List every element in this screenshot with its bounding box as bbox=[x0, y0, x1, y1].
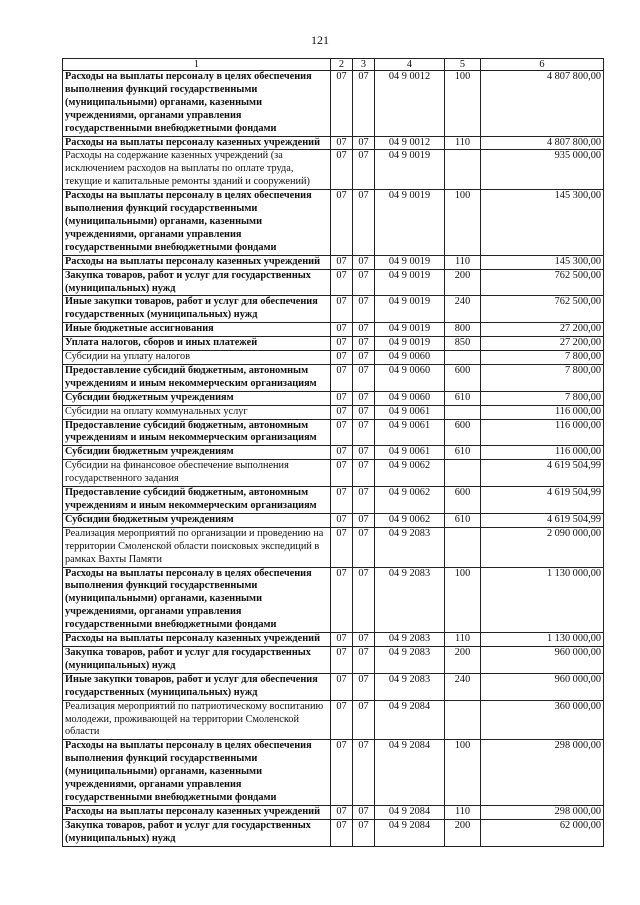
row-target-cell: 04 9 2083 bbox=[375, 567, 445, 633]
row-name-cell: Реализация мероприятий по организации и проведению на территории Смоленской области поисковых экспедиций в рамках Вахты Памяти bbox=[63, 527, 331, 567]
row-subsection-cell: 07 bbox=[353, 255, 375, 269]
row-name-cell: Закупка товаров, работ и услуг для государственных (муниципальных) нужд bbox=[63, 819, 331, 846]
row-name-cell: Расходы на выплаты персоналу казенных учреждений bbox=[63, 805, 331, 819]
table-row bbox=[63, 513, 604, 527]
row-amount-cell: 145 300,00 bbox=[481, 190, 604, 256]
row-target-cell: 04 9 0012 bbox=[375, 71, 445, 137]
table-row bbox=[63, 190, 604, 256]
budget-table bbox=[62, 58, 604, 847]
row-target-cell: 04 9 2084 bbox=[375, 819, 445, 846]
row-expense-type-cell: 100 bbox=[445, 567, 481, 633]
row-subsection-cell: 07 bbox=[353, 150, 375, 190]
table-body bbox=[63, 71, 604, 847]
row-target-cell: 04 9 0062 bbox=[375, 513, 445, 527]
row-target-cell: 04 9 2083 bbox=[375, 646, 445, 673]
row-amount-cell: 62 000,00 bbox=[481, 819, 604, 846]
header-row bbox=[63, 59, 604, 71]
row-name-cell: Расходы на выплаты персоналу казенных учреждений bbox=[63, 633, 331, 647]
row-name-cell: Расходы на выплаты персоналу в целях обеспечения выполнения функций государственными (муниципальными) органами, казенными учреждениями, органами управления государственными внебюджетными фондами bbox=[63, 190, 331, 256]
row-expense-type-cell: 800 bbox=[445, 323, 481, 337]
row-amount-cell: 298 000,00 bbox=[481, 805, 604, 819]
row-section-cell: 07 bbox=[331, 673, 353, 700]
row-amount-cell: 4 807 800,00 bbox=[481, 71, 604, 137]
row-expense-type-cell: 200 bbox=[445, 646, 481, 673]
row-expense-type-cell: 240 bbox=[445, 296, 481, 323]
table-row bbox=[63, 487, 604, 514]
row-amount-cell: 27 200,00 bbox=[481, 337, 604, 351]
row-expense-type-cell: 600 bbox=[445, 419, 481, 446]
header-col-2: 2 bbox=[331, 59, 353, 71]
row-amount-cell: 2 090 000,00 bbox=[481, 527, 604, 567]
row-expense-type-cell: 200 bbox=[445, 819, 481, 846]
table-row bbox=[63, 633, 604, 647]
row-expense-type-cell: 850 bbox=[445, 337, 481, 351]
row-name-cell: Закупка товаров, работ и услуг для государственных (муниципальных) нужд bbox=[63, 269, 331, 296]
table-row bbox=[63, 323, 604, 337]
row-subsection-cell: 07 bbox=[353, 700, 375, 740]
row-name-cell: Реализация мероприятий по патриотическому воспитанию молодежи, проживающей на территории Смоленской области bbox=[63, 700, 331, 740]
table-row bbox=[63, 296, 604, 323]
row-section-cell: 07 bbox=[331, 527, 353, 567]
row-section-cell: 07 bbox=[331, 71, 353, 137]
row-name-cell: Расходы на выплаты персоналу казенных учреждений bbox=[63, 255, 331, 269]
row-name-cell: Расходы на содержание казенных учреждений (за исключением расходов на выплаты по оплате труда, текущие и капитальные ремонты зданий и сооружений) bbox=[63, 150, 331, 190]
row-name-cell: Иные закупки товаров, работ и услуг для обеспечения государственных (муниципальных) нужд bbox=[63, 673, 331, 700]
row-target-cell: 04 9 0019 bbox=[375, 323, 445, 337]
row-section-cell: 07 bbox=[331, 567, 353, 633]
row-section-cell: 07 bbox=[331, 323, 353, 337]
row-section-cell: 07 bbox=[331, 269, 353, 296]
row-subsection-cell: 07 bbox=[353, 819, 375, 846]
table-row bbox=[63, 391, 604, 405]
row-subsection-cell: 07 bbox=[353, 391, 375, 405]
row-expense-type-cell: 610 bbox=[445, 391, 481, 405]
row-subsection-cell: 07 bbox=[353, 364, 375, 391]
row-target-cell: 04 9 0062 bbox=[375, 460, 445, 487]
row-name-cell: Субсидии на оплату коммунальных услуг bbox=[63, 405, 331, 419]
row-section-cell: 07 bbox=[331, 391, 353, 405]
row-amount-cell: 27 200,00 bbox=[481, 323, 604, 337]
table-row bbox=[63, 646, 604, 673]
table-row bbox=[63, 805, 604, 819]
row-target-cell: 04 9 0019 bbox=[375, 337, 445, 351]
row-name-cell: Расходы на выплаты персоналу в целях обеспечения выполнения функций государственными (муниципальными) органами, казенными учреждениями, органами управления государственными внебюджетными фондами bbox=[63, 567, 331, 633]
row-section-cell: 07 bbox=[331, 819, 353, 846]
row-subsection-cell: 07 bbox=[353, 487, 375, 514]
row-subsection-cell: 07 bbox=[353, 419, 375, 446]
row-section-cell: 07 bbox=[331, 364, 353, 391]
row-target-cell: 04 9 2083 bbox=[375, 673, 445, 700]
row-amount-cell: 298 000,00 bbox=[481, 740, 604, 806]
row-expense-type-cell bbox=[445, 150, 481, 190]
row-subsection-cell: 07 bbox=[353, 269, 375, 296]
row-section-cell: 07 bbox=[331, 351, 353, 365]
row-target-cell: 04 9 0019 bbox=[375, 150, 445, 190]
row-name-cell: Предоставление субсидий бюджетным, автономным учреждениям и иным некоммерческим организациям bbox=[63, 487, 331, 514]
row-subsection-cell: 07 bbox=[353, 673, 375, 700]
row-name-cell: Субсидии на уплату налогов bbox=[63, 351, 331, 365]
row-target-cell: 04 9 0060 bbox=[375, 391, 445, 405]
row-target-cell: 04 9 2083 bbox=[375, 633, 445, 647]
row-expense-type-cell: 200 bbox=[445, 269, 481, 296]
row-subsection-cell: 07 bbox=[353, 527, 375, 567]
row-name-cell: Расходы на выплаты персоналу в целях обеспечения выполнения функций государственными (муниципальными) органами, казенными учреждениями, органами управления государственными внебюджетными фондами bbox=[63, 740, 331, 806]
row-amount-cell: 762 500,00 bbox=[481, 296, 604, 323]
table-row bbox=[63, 337, 604, 351]
table-row bbox=[63, 567, 604, 633]
row-section-cell: 07 bbox=[331, 337, 353, 351]
row-amount-cell: 4 619 504,99 bbox=[481, 460, 604, 487]
row-expense-type-cell: 240 bbox=[445, 673, 481, 700]
row-amount-cell: 116 000,00 bbox=[481, 446, 604, 460]
row-subsection-cell: 07 bbox=[353, 740, 375, 806]
row-amount-cell: 4 807 800,00 bbox=[481, 136, 604, 150]
row-name-cell: Уплата налогов, сборов и иных платежей bbox=[63, 337, 331, 351]
table-row bbox=[63, 419, 604, 446]
row-subsection-cell: 07 bbox=[353, 296, 375, 323]
row-amount-cell: 7 800,00 bbox=[481, 351, 604, 365]
table-row bbox=[63, 351, 604, 365]
row-section-cell: 07 bbox=[331, 446, 353, 460]
table-row bbox=[63, 405, 604, 419]
row-expense-type-cell: 100 bbox=[445, 71, 481, 137]
row-target-cell: 04 9 0061 bbox=[375, 419, 445, 446]
row-amount-cell: 960 000,00 bbox=[481, 673, 604, 700]
row-target-cell: 04 9 0019 bbox=[375, 190, 445, 256]
row-name-cell: Предоставление субсидий бюджетным, автономным учреждениям и иным некоммерческим организациям bbox=[63, 419, 331, 446]
row-expense-type-cell: 610 bbox=[445, 513, 481, 527]
row-subsection-cell: 07 bbox=[353, 646, 375, 673]
row-expense-type-cell: 110 bbox=[445, 255, 481, 269]
row-target-cell: 04 9 2084 bbox=[375, 740, 445, 806]
row-expense-type-cell: 110 bbox=[445, 805, 481, 819]
row-subsection-cell: 07 bbox=[353, 513, 375, 527]
row-expense-type-cell bbox=[445, 405, 481, 419]
row-amount-cell: 360 000,00 bbox=[481, 700, 604, 740]
row-subsection-cell: 07 bbox=[353, 337, 375, 351]
table-row bbox=[63, 740, 604, 806]
row-section-cell: 07 bbox=[331, 255, 353, 269]
row-target-cell: 04 9 0060 bbox=[375, 351, 445, 365]
row-section-cell: 07 bbox=[331, 190, 353, 256]
row-section-cell: 07 bbox=[331, 646, 353, 673]
row-expense-type-cell: 100 bbox=[445, 190, 481, 256]
row-section-cell: 07 bbox=[331, 296, 353, 323]
row-amount-cell: 4 619 504,99 bbox=[481, 487, 604, 514]
row-subsection-cell: 07 bbox=[353, 446, 375, 460]
table-row bbox=[63, 364, 604, 391]
row-target-cell: 04 9 0019 bbox=[375, 296, 445, 323]
header-col-1: 1 bbox=[63, 59, 331, 71]
row-section-cell: 07 bbox=[331, 419, 353, 446]
row-target-cell: 04 9 0012 bbox=[375, 136, 445, 150]
table-row bbox=[63, 527, 604, 567]
row-expense-type-cell: 600 bbox=[445, 487, 481, 514]
row-target-cell: 04 9 2084 bbox=[375, 700, 445, 740]
row-target-cell: 04 9 0060 bbox=[375, 364, 445, 391]
table-row bbox=[63, 136, 604, 150]
row-subsection-cell: 07 bbox=[353, 460, 375, 487]
row-name-cell: Субсидии бюджетным учреждениям bbox=[63, 391, 331, 405]
row-target-cell: 04 9 0061 bbox=[375, 446, 445, 460]
row-name-cell: Субсидии бюджетным учреждениям bbox=[63, 513, 331, 527]
row-amount-cell: 762 500,00 bbox=[481, 269, 604, 296]
row-amount-cell: 7 800,00 bbox=[481, 391, 604, 405]
row-subsection-cell: 07 bbox=[353, 405, 375, 419]
row-expense-type-cell: 610 bbox=[445, 446, 481, 460]
row-section-cell: 07 bbox=[331, 150, 353, 190]
row-section-cell: 07 bbox=[331, 460, 353, 487]
row-name-cell: Предоставление субсидий бюджетным, автономным учреждениям и иным некоммерческим организациям bbox=[63, 364, 331, 391]
page-number: 121 bbox=[311, 33, 329, 47]
row-name-cell: Иные бюджетные ассигнования bbox=[63, 323, 331, 337]
row-amount-cell: 7 800,00 bbox=[481, 364, 604, 391]
table-row bbox=[63, 255, 604, 269]
row-target-cell: 04 9 0061 bbox=[375, 405, 445, 419]
row-target-cell: 04 9 0019 bbox=[375, 269, 445, 296]
row-section-cell: 07 bbox=[331, 136, 353, 150]
row-name-cell: Закупка товаров, работ и услуг для государственных (муниципальных) нужд bbox=[63, 646, 331, 673]
row-expense-type-cell bbox=[445, 700, 481, 740]
table-row bbox=[63, 673, 604, 700]
row-target-cell: 04 9 2084 bbox=[375, 805, 445, 819]
header-col-4: 4 bbox=[375, 59, 445, 71]
row-section-cell: 07 bbox=[331, 513, 353, 527]
row-amount-cell: 935 000,00 bbox=[481, 150, 604, 190]
row-expense-type-cell: 110 bbox=[445, 633, 481, 647]
row-expense-type-cell: 600 bbox=[445, 364, 481, 391]
row-target-cell: 04 9 2083 bbox=[375, 527, 445, 567]
row-name-cell: Расходы на выплаты персоналу в целях обеспечения выполнения функций государственными (муниципальными) органами, казенными учреждениями, органами управления государственными внебюджетными фондами bbox=[63, 71, 331, 137]
row-section-cell: 07 bbox=[331, 740, 353, 806]
header-col-6: 6 bbox=[481, 59, 604, 71]
header-col-5: 5 bbox=[445, 59, 481, 71]
row-subsection-cell: 07 bbox=[353, 633, 375, 647]
row-expense-type-cell bbox=[445, 527, 481, 567]
table-row bbox=[63, 460, 604, 487]
row-subsection-cell: 07 bbox=[353, 351, 375, 365]
row-subsection-cell: 07 bbox=[353, 567, 375, 633]
row-name-cell: Иные закупки товаров, работ и услуг для обеспечения государственных (муниципальных) нужд bbox=[63, 296, 331, 323]
row-subsection-cell: 07 bbox=[353, 136, 375, 150]
row-amount-cell: 4 619 504,99 bbox=[481, 513, 604, 527]
row-target-cell: 04 9 0019 bbox=[375, 255, 445, 269]
row-section-cell: 07 bbox=[331, 633, 353, 647]
row-amount-cell: 1 130 000,00 bbox=[481, 567, 604, 633]
row-expense-type-cell: 110 bbox=[445, 136, 481, 150]
row-subsection-cell: 07 bbox=[353, 805, 375, 819]
row-amount-cell: 960 000,00 bbox=[481, 646, 604, 673]
table-row bbox=[63, 700, 604, 740]
row-expense-type-cell: 100 bbox=[445, 740, 481, 806]
table-row bbox=[63, 819, 604, 846]
row-expense-type-cell bbox=[445, 351, 481, 365]
table-row bbox=[63, 269, 604, 296]
row-subsection-cell: 07 bbox=[353, 323, 375, 337]
row-name-cell: Субсидии на финансовое обеспечение выполнения государственного задания bbox=[63, 460, 331, 487]
row-amount-cell: 116 000,00 bbox=[481, 419, 604, 446]
row-subsection-cell: 07 bbox=[353, 71, 375, 137]
row-section-cell: 07 bbox=[331, 405, 353, 419]
row-target-cell: 04 9 0062 bbox=[375, 487, 445, 514]
row-amount-cell: 116 000,00 bbox=[481, 405, 604, 419]
row-section-cell: 07 bbox=[331, 805, 353, 819]
row-expense-type-cell bbox=[445, 460, 481, 487]
table-row bbox=[63, 446, 604, 460]
header-col-3: 3 bbox=[353, 59, 375, 71]
table-row bbox=[63, 150, 604, 190]
table-row bbox=[63, 71, 604, 137]
row-amount-cell: 1 130 000,00 bbox=[481, 633, 604, 647]
row-amount-cell: 145 300,00 bbox=[481, 255, 604, 269]
row-subsection-cell: 07 bbox=[353, 190, 375, 256]
row-name-cell: Расходы на выплаты персоналу казенных учреждений bbox=[63, 136, 331, 150]
row-section-cell: 07 bbox=[331, 487, 353, 514]
row-name-cell: Субсидии бюджетным учреждениям bbox=[63, 446, 331, 460]
row-section-cell: 07 bbox=[331, 700, 353, 740]
